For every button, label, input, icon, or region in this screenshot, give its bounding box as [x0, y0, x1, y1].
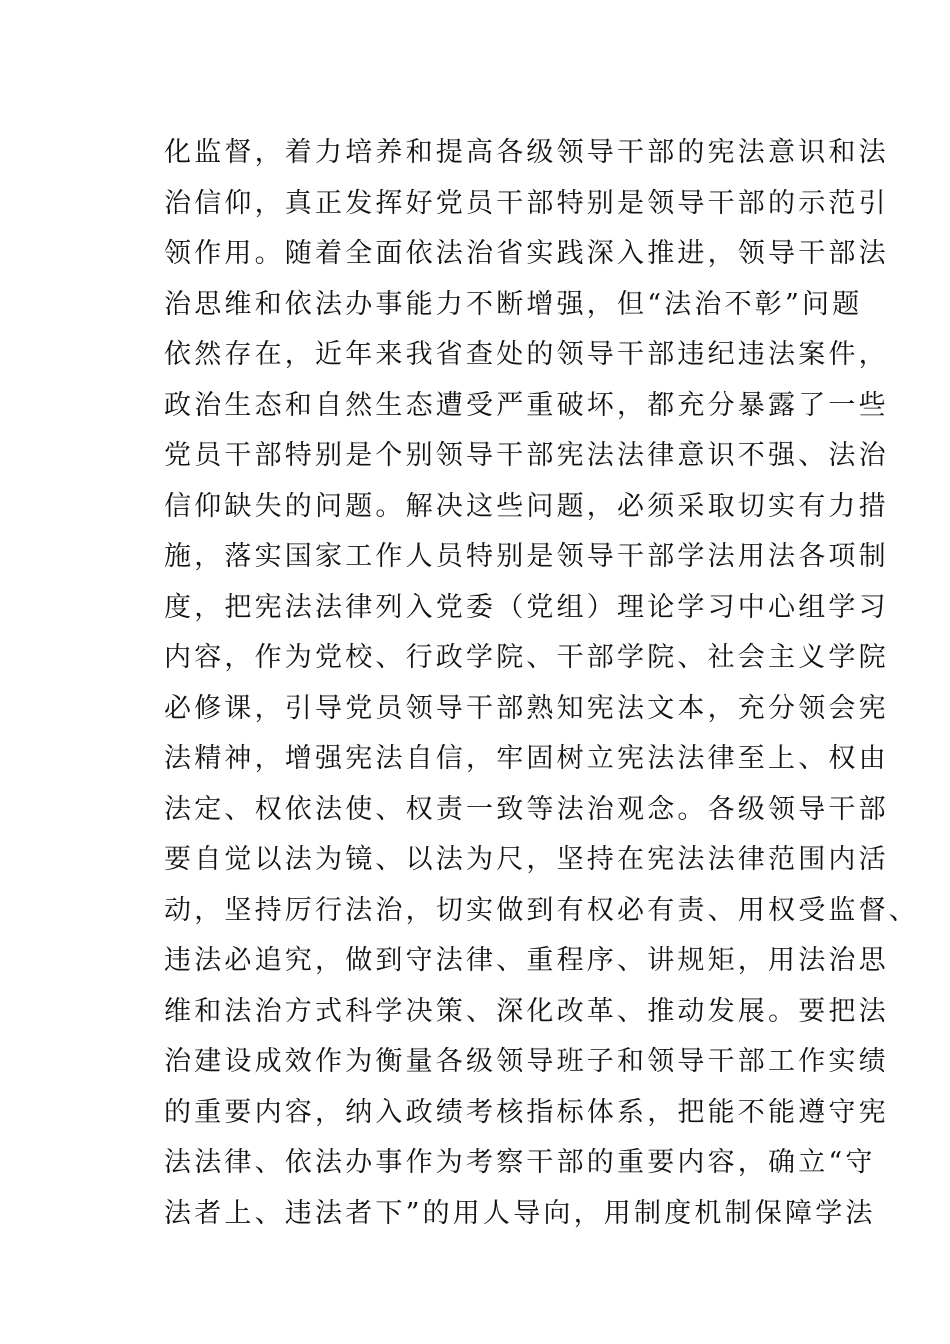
text-line: 的重要内容，纳入政绩考核指标体系，把能不能遵守宪: [164, 1096, 889, 1128]
text-line: 法定、权依法使、权责一致等法治观念。各级领导干部: [164, 793, 889, 825]
text-line: 依然存在，近年来我省查处的领导干部违纪违法案件，: [164, 339, 889, 370]
text-line: 维和法治方式科学决策、深化改革、推动发展。要把法: [164, 995, 889, 1027]
text-line: 法法律、依法办事作为考察干部的重要内容，确立“守: [164, 1147, 876, 1178]
text-line: 施，落实国家工作人员特别是领导干部学法用法各项制: [164, 541, 889, 572]
text-line: 治信仰，真正发挥好党员干部特别是领导干部的示范引: [164, 187, 889, 219]
text-line: 信仰缺失的问题。解决这些问题，必须采取切实有力措: [164, 490, 889, 522]
text-line: 内容，作为党校、行政学院、干部学院、社会主义学院: [164, 642, 889, 673]
text-line: 要自觉以法为镜、以法为尺，坚持在宪法法律范围内活: [164, 844, 889, 875]
text-line: 领作用。随着全面依法治省实践深入推进，领导干部法: [164, 238, 889, 269]
text-line: 治思维和依法办事能力不断增强，但“法治不彰”问题: [164, 288, 863, 320]
text-line: 动，坚持厉行法治，切实做到有权必有责、用权受监督、: [164, 894, 919, 926]
text-line: 度，把宪法法律列入党委（党组）理论学习中心组学习: [164, 591, 889, 623]
body-text: [164, 128, 919, 1239]
text-line: 法者上、违法者下”的用人导向，用制度机制保障学法: [164, 1197, 876, 1229]
text-line: 必修课，引导党员领导干部熟知宪法文本，充分领会宪: [164, 692, 889, 724]
text-line: 政治生态和自然生态遭受严重破坏，都充分暴露了一些: [164, 389, 889, 421]
text-line: 化监督，着力培养和提高各级领导干部的宪法意识和法: [164, 137, 889, 168]
text-line: 法精神，增强宪法自信，牢固树立宪法法律至上、权由: [164, 743, 889, 774]
text-line: 党员干部特别是个别领导干部宪法法律意识不强、法治: [164, 440, 889, 471]
text-line: 治建设成效作为衡量各级领导班子和领导干部工作实绩: [164, 1046, 889, 1077]
text-line: 违法必追究，做到守法律、重程序、讲规矩，用法治思: [164, 945, 889, 976]
